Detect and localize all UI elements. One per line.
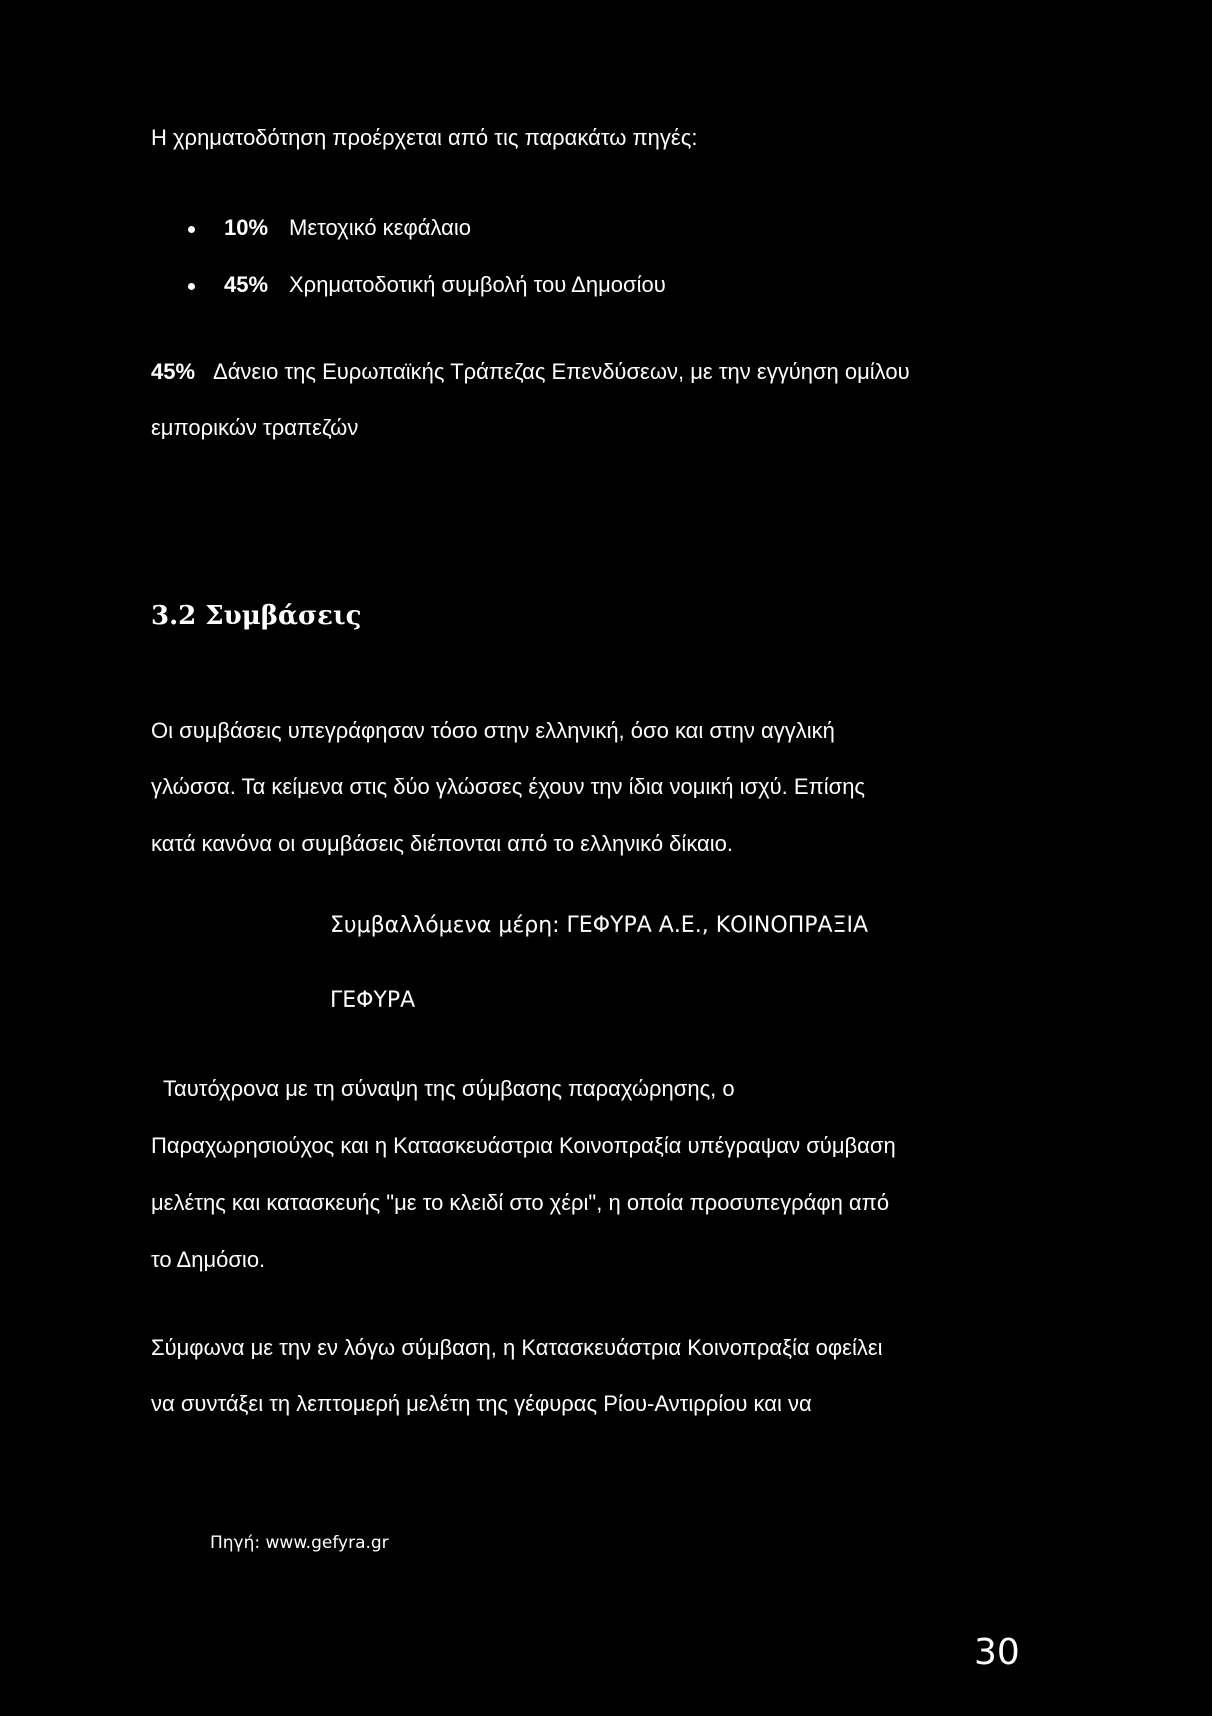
- funding-percent: 45%: [224, 272, 269, 297]
- loan-percent: 45%: [151, 359, 196, 384]
- section-heading: 3.2 Συμβάσεις: [151, 601, 362, 631]
- paragraph-line: Ταυτόχρονα με τη σύναψη της σύμβασης παραχώρησης, ο: [163, 1076, 735, 1101]
- bullet-icon: [188, 226, 195, 233]
- paragraph-line: Σύμφωνα με την εν λόγω σύμβαση, η Κατασκευάστρια Κοινοπραξία οφείλει: [151, 1335, 883, 1360]
- source-note: Πηγή: www.gefyra.gr: [210, 1533, 389, 1553]
- paragraph-line: Παραχωρησιούχος και η Κατασκευάστρια Κοινοπραξία υπέγραψαν σύμβαση: [151, 1133, 896, 1158]
- paragraph-line: να συντάξει τη λεπτομερή μελέτη της γέφυρας Ρίου-Αντιρρίου και να: [151, 1391, 812, 1416]
- paragraph-line: το Δημόσιο.: [151, 1247, 266, 1272]
- funding-percent: 10%: [224, 215, 269, 240]
- paragraph-line: κατά κανόνα οι συμβάσεις διέπονται από το ελληνικό δίκαιο.: [151, 831, 734, 856]
- loan-text-line: Δάνειο της Ευρωπαϊκής Τράπεζας Επενδύσεων, με την εγγύηση ομίλου: [213, 359, 910, 384]
- funding-label: Μετοχικό κεφάλαιο: [289, 215, 471, 240]
- parties-line: ΓΕΦΥΡΑ: [330, 988, 416, 1013]
- loan-text-line: εμπορικών τραπεζών: [151, 415, 359, 440]
- bullet-icon: [188, 283, 195, 290]
- paragraph-line: Οι συμβάσεις υπεγράφησαν τόσο στην ελληνική, όσο και στην αγγλική: [151, 718, 835, 743]
- page-number: 30: [974, 1632, 1020, 1673]
- paragraph-line: γλώσσα. Τα κείμενα στις δύο γλώσσες έχουν την ίδια νομική ισχύ. Επίσης: [151, 774, 866, 799]
- intro-text: Η χρηματοδότηση προέρχεται από τις παρακάτω πηγές:: [151, 125, 698, 150]
- parties-line: Συμβαλλόμενα μέρη: ΓΕΦΥΡΑ Α.Ε., ΚΟΙΝΟΠΡΑΞΙΑ: [330, 913, 868, 938]
- paragraph-line: μελέτης και κατασκευής "με το κλειδί στο χέρι", η οποία προσυπεγράφη από: [151, 1190, 890, 1215]
- funding-label: Χρηματοδοτική συμβολή του Δημοσίου: [289, 272, 666, 297]
